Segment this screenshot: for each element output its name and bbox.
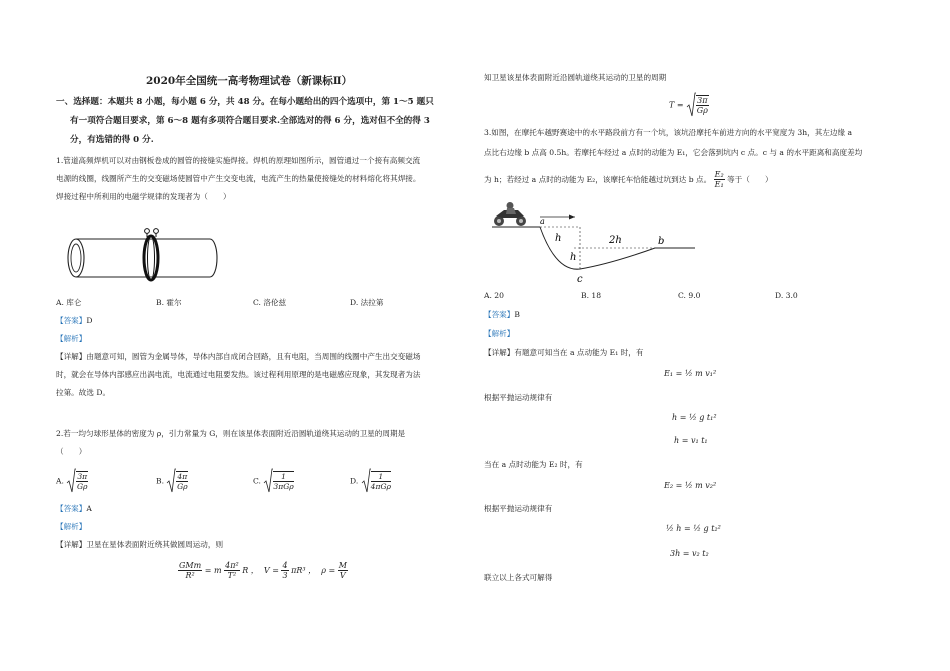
q1-detail-line1: 【详解】由题意可知，圆管为金属导体，导体内部自成闭合回路，且有电阻，当周围的线圈中产生出交变磁场 <box>56 352 421 361</box>
q3-stem-line2: 点比右边缘 b 点高 0.5h。若摩托车经过 a 点时的动能为 E₁，它会落到坑内 c 点。c 与 a 的水平距离和高度差均 <box>484 148 863 157</box>
q1-option-b: B. 霍尔 <box>156 298 182 307</box>
q1-option-c: C. 洛伦兹 <box>253 298 287 307</box>
q2-option-d: D. $\frac{1}{\text{4πGρ}}$ <box>350 468 391 494</box>
q3-option-b: B. 18 <box>581 291 602 300</box>
equation-3h-vt2: 3h = v₂ t₂ <box>670 549 709 558</box>
q3-answer: 【答案】B <box>484 310 520 319</box>
equation-halfh-gt2: ½ h = ½ g t₂² <box>666 524 721 533</box>
q1-stem-line3: 焊接过程中所利用的电磁学规律的发现者为（ ） <box>56 192 231 201</box>
q3-text-e2: 当在 a 点时动能为 E₂ 时，有 <box>484 460 583 469</box>
q1-option-d: D. 法拉第 <box>350 298 384 307</box>
svg-text:b: b <box>658 236 665 247</box>
q2-option-a: A. $\frac{3\pi}{G\rho}$ <box>56 468 88 494</box>
equation-e1: E₁ = ½ m v₁² <box>664 369 717 378</box>
q3-text-projectile-1: 根据平抛运动规律有 <box>484 393 553 402</box>
q1-stem-line2: 电源的线圈，线圈所产生的交变磁场使圆管中产生交变电流，电流产生的热量使接缝处的材料熔化将其焊接。 <box>56 174 421 183</box>
equation-h-gt1: h = ½ g t₁² <box>672 413 717 422</box>
section-heading-line1: 一、选择题：本题共 8 小题，每小题 6 分，共 48 分。在每小题给出的四个选项中，第 1～5 题只 <box>56 97 434 107</box>
q2-stem-line2: （ ） <box>56 447 87 456</box>
q2-option-b: B. $\frac{4\pi}{G\rho}$ <box>156 468 188 494</box>
q2-equation: $\frac{\text{GMm}}{\text{R²}}$ = m $\frac{\text{4π²}}{\text{T²}}$ R ， V = $\frac{4}{3}$ πR³ ， ρ = $\frac{M}{V}$ <box>179 561 347 580</box>
pit-figure <box>490 202 700 286</box>
q2-continued-line: 知卫星该星体表面附近沿圆轨道绕其运动的卫星的周期 <box>484 73 667 82</box>
q3-stem-line1: 3.如图，在摩托车越野赛途中的水平路段前方有一个坑，该坑沿摩托车前进方向的水平宽度为 3h，其左边缘 a <box>484 128 853 137</box>
q2-analysis-tag: 【解析】 <box>56 522 87 531</box>
page-title: 2020年全国统一高考物理试卷（新课标Ⅱ） <box>146 75 353 87</box>
q3-option-a: A. 20 <box>484 291 504 300</box>
q3-text-projectile-2: 根据平抛运动规律有 <box>484 504 553 513</box>
q2-stem-line1: 2.若一均匀球形星体的密度为 ρ，引力常量为 G，则在该星体表面附近沿圆轨道绕其运动的卫星的周期是 <box>56 429 406 438</box>
q2-detail-line1: 【详解】卫星在星体表面附近绕其做圆周运动，则 <box>56 540 224 549</box>
q1-answer: 【答案】D <box>56 316 93 325</box>
q3-analysis-tag: 【解析】 <box>484 329 515 338</box>
q2-answer: 【答案】A <box>56 504 92 513</box>
q1-analysis-tag: 【解析】 <box>56 334 87 343</box>
section-heading-line3: 分，有选错的得 0 分. <box>70 135 154 145</box>
q1-option-a: A. 库仑 <box>56 298 82 307</box>
q3-text-conclusion: 联立以上各式可解得 <box>484 573 553 582</box>
period-equation: T = $\frac{3\pi}{G\rho}$ <box>669 92 709 118</box>
q2-option-c: C. $\frac{1}{\text{3πGρ}}$ <box>253 468 294 494</box>
q3-stem-line3: 为 h；若经过 a 点时的动能为 E₂，该摩托车恰能越过坑到达 b 点。 $\frac{\text{E₂}}{\text{E₁}}$ 等于（ ） <box>484 170 773 189</box>
q1-detail-line3: 拉第。故选 D。 <box>56 388 111 397</box>
svg-text:2h: 2h <box>609 235 622 246</box>
pipe-coil-figure <box>64 222 224 288</box>
svg-text:c: c <box>577 274 583 285</box>
svg-text:h: h <box>555 233 562 244</box>
equation-h-vt1: h = v₁ t₁ <box>674 436 708 445</box>
q3-option-c: C. 9.0 <box>678 291 701 300</box>
q1-detail-line2: 时，就会在导体内部感应出涡电流，电流通过电阻要发热。该过程利用原理的是电磁感应现象，其发现者为法 <box>56 370 421 379</box>
q3-option-d: D. 3.0 <box>775 291 798 300</box>
motorcycle-icon <box>494 202 526 226</box>
svg-text:a: a <box>540 217 545 226</box>
equation-e2: E₂ = ½ m v₂² <box>664 481 717 490</box>
q1-stem-line1: 1.管道高频焊机可以对由钢板卷成的圆管的接缝实施焊接。焊机的原理如图所示，圆管通过一个接有高频交流 <box>56 156 421 165</box>
q3-detail-line1: 【详解】有题意可知当在 a 点动能为 E₁ 时，有 <box>484 348 644 357</box>
svg-text:h: h <box>570 252 577 263</box>
section-heading-line2: 有一项符合题目要求，第 6～8 题有多项符合题目要求.全部选对的得 6 分，选对但不全的得 3 <box>70 116 430 126</box>
